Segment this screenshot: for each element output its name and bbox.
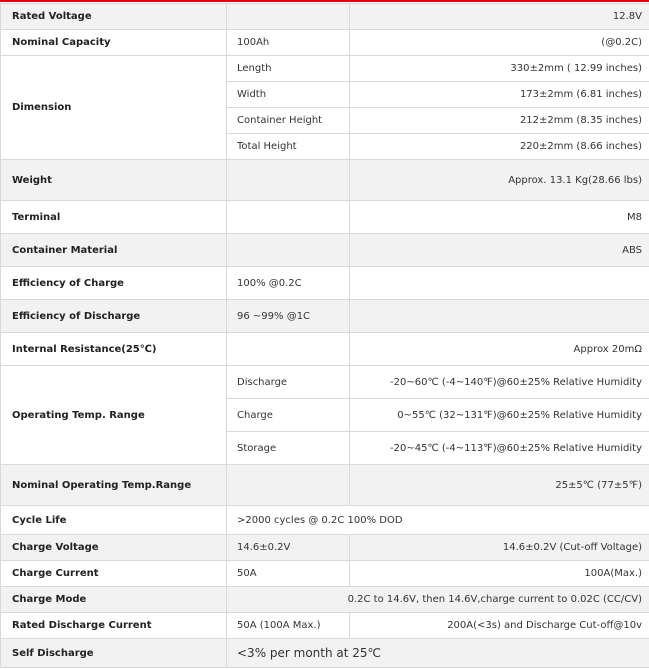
- row-label: Self Discharge: [1, 639, 227, 668]
- row-value-primary: [227, 234, 350, 267]
- table-row: [1, 535, 649, 561]
- row-value: 0.2C to 14.6V, then 14.6V,charge current to 0.02C (CC/CV): [227, 587, 649, 613]
- row-value-secondary: M8: [350, 201, 649, 234]
- sub-label: Storage: [227, 432, 350, 465]
- sub-value: -20~45℃ (-4~113℉)@60±25% Relative Humidity: [350, 432, 649, 465]
- row-label: Cycle Life: [1, 506, 227, 535]
- row-label: Dimension: [1, 56, 227, 160]
- sub-value: -20~60℃ (-4~140℉)@60±25% Relative Humidity: [350, 366, 649, 399]
- top-accent-bar: [0, 0, 649, 2]
- row-value-primary: [227, 333, 350, 366]
- table-row: [1, 366, 649, 399]
- row-label: Efficiency of Charge: [1, 267, 227, 300]
- row-value-secondary: Approx 20mΩ: [350, 333, 649, 366]
- row-label: Rated Voltage: [1, 4, 227, 30]
- table-row: [1, 30, 649, 56]
- row-value-secondary: Approx. 13.1 Kg(28.66 lbs): [350, 160, 649, 201]
- row-value-primary: 50A (100A Max.): [227, 613, 350, 639]
- table-row: [1, 587, 649, 613]
- table-row: [1, 56, 649, 82]
- row-value: <3% per month at 25℃: [227, 639, 649, 668]
- sub-value: 220±2mm (8.66 inches): [350, 134, 649, 160]
- sub-label: Discharge: [227, 366, 350, 399]
- sub-label: Charge: [227, 399, 350, 432]
- row-label: Terminal: [1, 201, 227, 234]
- sub-value: 330±2mm ( 12.99 inches): [350, 56, 649, 82]
- table-row: [1, 234, 649, 267]
- row-value-primary: [227, 465, 350, 506]
- sub-label: Container Height: [227, 108, 350, 134]
- row-label: Operating Temp. Range: [1, 366, 227, 465]
- table-row: [1, 201, 649, 234]
- row-value-primary: [227, 160, 350, 201]
- row-label: Efficiency of Discharge: [1, 300, 227, 333]
- row-value-primary: 100Ah: [227, 30, 350, 56]
- sub-label: Width: [227, 82, 350, 108]
- table-row: [1, 160, 649, 201]
- row-label: Weight: [1, 160, 227, 201]
- row-value-secondary: (@0.2C): [350, 30, 649, 56]
- row-value-secondary: ABS: [350, 234, 649, 267]
- table-row: [1, 639, 649, 668]
- row-label: Charge Voltage: [1, 535, 227, 561]
- sub-value: 0~55℃ (32~131℉)@60±25% Relative Humidity: [350, 399, 649, 432]
- table-row: [1, 300, 649, 333]
- row-label: Nominal Capacity: [1, 30, 227, 56]
- row-value-secondary: [350, 300, 649, 333]
- table-row: [1, 561, 649, 587]
- row-value-primary: 96 ~99% @1C: [227, 300, 350, 333]
- sub-label: Total Height: [227, 134, 350, 160]
- sub-value: 173±2mm (6.81 inches): [350, 82, 649, 108]
- sub-label: Length: [227, 56, 350, 82]
- row-label: Charge Mode: [1, 587, 227, 613]
- row-label: Charge Current: [1, 561, 227, 587]
- row-label: Nominal Operating Temp.Range: [1, 465, 227, 506]
- table-row: [1, 267, 649, 300]
- table-row: [1, 4, 649, 30]
- table-row: [1, 613, 649, 639]
- row-value-secondary: 100A(Max.): [350, 561, 649, 587]
- row-value-secondary: [350, 267, 649, 300]
- row-value: >2000 cycles @ 0.2C 100% DOD: [227, 506, 649, 535]
- row-label: Container Material: [1, 234, 227, 267]
- row-value-primary: 14.6±0.2V: [227, 535, 350, 561]
- row-label: Rated Discharge Current: [1, 613, 227, 639]
- row-value-secondary: 14.6±0.2V (Cut-off Voltage): [350, 535, 649, 561]
- row-value-secondary: 200A(<3s) and Discharge Cut-off@10v: [350, 613, 649, 639]
- row-value-primary: [227, 201, 350, 234]
- row-value-primary: [227, 4, 350, 30]
- table-row: [1, 333, 649, 366]
- row-value-primary: 50A: [227, 561, 350, 587]
- row-value-secondary: 25±5℃ (77±5℉): [350, 465, 649, 506]
- table-row: [1, 465, 649, 506]
- row-label: Internal Resistance(25℃): [1, 333, 227, 366]
- row-value-primary: 100% @0.2C: [227, 267, 350, 300]
- row-value-secondary: 12.8V: [350, 4, 649, 30]
- table-row: [1, 506, 649, 535]
- spec-table: [0, 3, 649, 668]
- sub-value: 212±2mm (8.35 inches): [350, 108, 649, 134]
